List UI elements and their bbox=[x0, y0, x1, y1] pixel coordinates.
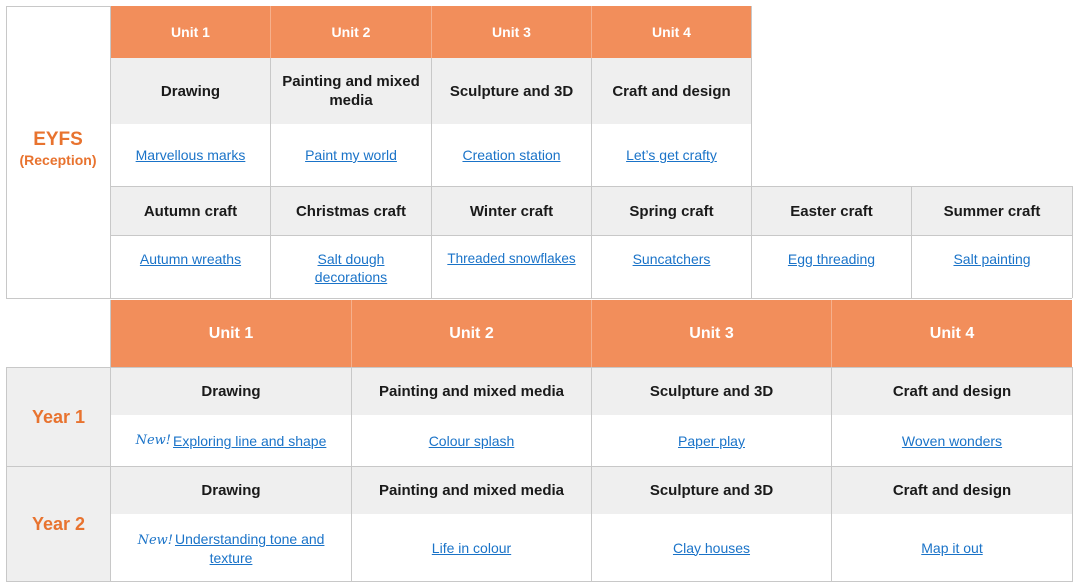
year-1-topic: Painting and mixed media bbox=[351, 368, 591, 415]
eyfs-craft-topic: Autumn craft bbox=[111, 187, 270, 235]
eyfs-craft-link-cell bbox=[111, 235, 270, 298]
years-section bbox=[0, 300, 1080, 583]
eyfs-craft-link-cell bbox=[751, 235, 911, 298]
lesson-link[interactable]: Suncatchers bbox=[632, 251, 711, 267]
year-1-topic: Drawing bbox=[111, 368, 351, 415]
lesson-link[interactable]: Life in colour bbox=[431, 539, 512, 556]
year-2-link-cell bbox=[591, 514, 831, 581]
eyfs-topic: Painting and mixed media bbox=[270, 58, 431, 124]
eyfs-unit-header: Unit 3 bbox=[431, 6, 591, 58]
eyfs-craft-topic: Easter craft bbox=[751, 187, 911, 235]
eyfs-link-cell bbox=[111, 124, 270, 186]
eyfs-link-cell bbox=[591, 124, 751, 186]
eyfs-unit-header: Unit 2 bbox=[270, 6, 431, 58]
divider bbox=[6, 6, 110, 7]
years-unit-header: Unit 1 bbox=[111, 300, 351, 367]
divider bbox=[6, 298, 1072, 299]
eyfs-topic: Drawing bbox=[111, 58, 270, 124]
eyfs-craft-topic: Spring craft bbox=[591, 187, 751, 235]
lesson-link[interactable]: Creation station bbox=[462, 147, 561, 163]
year-2-link-cell bbox=[111, 514, 351, 581]
lesson-link[interactable]: Threaded snowflakes bbox=[447, 251, 576, 266]
year-1-link-cell bbox=[351, 415, 591, 466]
year-2-label: Year 2 bbox=[7, 467, 110, 581]
new-badge: New! bbox=[137, 533, 173, 548]
eyfs-subtitle: (Reception) bbox=[19, 152, 97, 168]
years-unit-header: Unit 2 bbox=[351, 300, 591, 367]
eyfs-link-cell bbox=[270, 124, 431, 186]
lesson-link[interactable]: Woven wonders bbox=[901, 432, 1003, 449]
lesson-link[interactable]: Exploring line and shape bbox=[173, 432, 327, 449]
eyfs-link-cell bbox=[431, 124, 591, 186]
year-1-link-cell bbox=[831, 415, 1072, 466]
new-badge: New! bbox=[135, 433, 172, 448]
lesson-link[interactable]: Egg threading bbox=[787, 251, 876, 267]
year-1-label: Year 1 bbox=[7, 368, 110, 466]
lesson-link[interactable]: Map it out bbox=[921, 539, 983, 556]
lesson-link[interactable]: Colour splash bbox=[428, 432, 515, 449]
eyfs-craft-link-cell bbox=[591, 235, 751, 298]
lesson-link[interactable]: Paint my world bbox=[305, 147, 397, 163]
lesson-link[interactable]: Understanding tone and texture bbox=[174, 531, 325, 566]
eyfs-craft-topic: Christmas craft bbox=[270, 187, 431, 235]
eyfs-craft-topic: Winter craft bbox=[431, 187, 591, 235]
year-1-link-cell bbox=[591, 415, 831, 466]
eyfs-unit-header: Unit 1 bbox=[111, 6, 270, 58]
years-unit-header: Unit 4 bbox=[831, 300, 1072, 367]
year-2-link-cell bbox=[351, 514, 591, 581]
year-2-link-cell bbox=[831, 514, 1072, 581]
year-2-topic: Craft and design bbox=[831, 467, 1072, 514]
eyfs-title: EYFS bbox=[33, 129, 83, 150]
eyfs-craft-link-cell bbox=[911, 235, 1072, 298]
divider bbox=[1072, 367, 1073, 582]
divider bbox=[6, 581, 1072, 582]
eyfs-topic: Craft and design bbox=[591, 58, 751, 124]
eyfs-unit-header: Unit 4 bbox=[591, 6, 751, 58]
eyfs-craft-link-cell bbox=[270, 235, 431, 298]
divider bbox=[751, 6, 752, 186]
year-1-topic: Sculpture and 3D bbox=[591, 368, 831, 415]
lesson-link[interactable]: Salt painting bbox=[953, 251, 1031, 267]
year-2-topic: Drawing bbox=[111, 467, 351, 514]
eyfs-label bbox=[6, 128, 110, 168]
year-2-topic: Sculpture and 3D bbox=[591, 467, 831, 514]
lesson-link[interactable]: Let’s get crafty bbox=[626, 147, 717, 163]
lesson-link[interactable]: Autumn wreaths bbox=[139, 251, 242, 267]
year-1-topic: Craft and design bbox=[831, 368, 1072, 415]
years-unit-header: Unit 3 bbox=[591, 300, 831, 367]
eyfs-craft-link-cell bbox=[431, 235, 591, 298]
eyfs-topic: Sculpture and 3D bbox=[431, 58, 591, 124]
eyfs-craft-topic: Summer craft bbox=[911, 187, 1072, 235]
divider bbox=[1072, 186, 1073, 298]
lesson-link[interactable]: Marvellous marks bbox=[135, 147, 246, 163]
lesson-link[interactable]: Clay houses bbox=[672, 539, 751, 556]
lesson-link[interactable]: Salt dough decorations bbox=[314, 251, 388, 285]
year-2-topic: Painting and mixed media bbox=[351, 467, 591, 514]
year-1-link-cell bbox=[111, 415, 351, 466]
lesson-link[interactable]: Paper play bbox=[678, 432, 745, 449]
